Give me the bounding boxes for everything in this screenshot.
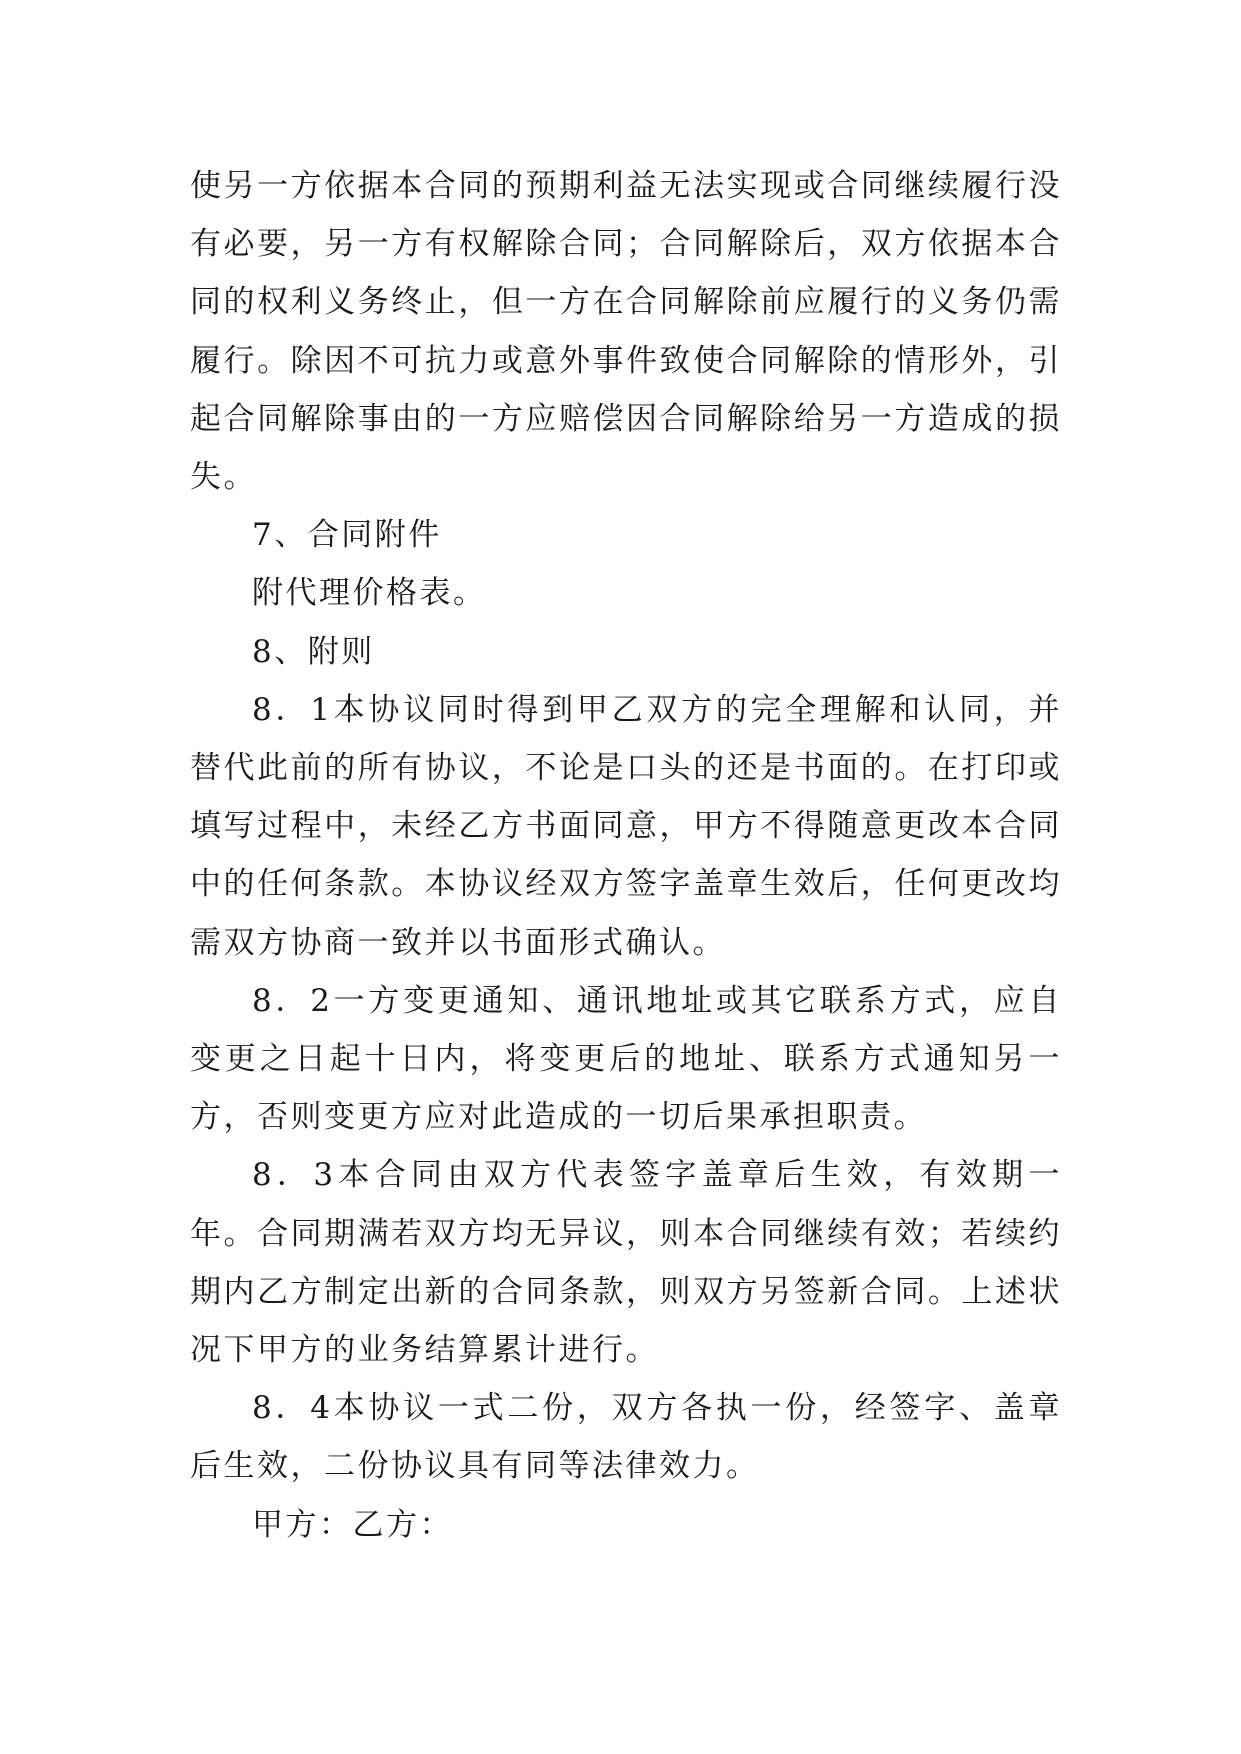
document-body bbox=[190, 157, 1062, 1554]
heading-section-8-supplementary: 8、附则 bbox=[252, 633, 375, 670]
signature-parties-line: 甲方：乙方： bbox=[252, 1506, 453, 1543]
clause-8-4: 8．4本协议一式二份，双方各执一份，经签字、盖章后生效，二份协议具有同等法律效力。 bbox=[190, 1390, 1062, 1485]
paragraph-attachment-price-list: 附代理价格表。 bbox=[252, 575, 487, 612]
heading-section-7-attachments: 7、合同附件 bbox=[252, 517, 442, 554]
clause-8-1: 8．1本协议同时得到甲乙双方的完全理解和认同，并替代此前的所有协议，不论是口头的还是书面的。在打印或填写过程中，未经乙方书面同意，甲方不得随意更改本合同中的任何条款。本协议经双方签字盖章生效后，任何更改均需双方协商一致并以书面形式确认。 bbox=[190, 691, 1062, 961]
paragraph-termination-continued: 使另一方依据本合同的预期利益无法实现或合同继续履行没有必要，另一方有权解除合同；合同解除后，双方依据本合同的权利义务终止，但一方在合同解除前应履行的义务仍需履行。除因不可抗力或意外事件致使合同解除的情形外，引起合同解除事由的一方应赔偿因合同解除给另一方造成的损失。 bbox=[190, 168, 1062, 496]
clause-8-2: 8．2一方变更通知、通讯地址或其它联系方式，应自变更之日起十日内，将变更后的地址、联系方式通知另一方，否则变更方应对此造成的一切后果承担职责。 bbox=[190, 982, 1062, 1136]
clause-8-3: 8．3本合同由双方代表签字盖章后生效，有效期一年。合同期满若双方均无异议，则本合同继续有效；若续约期内乙方制定出新的合同条款，则双方另签新合同。上述状况下甲方的业务结算累计进行。 bbox=[190, 1157, 1062, 1369]
